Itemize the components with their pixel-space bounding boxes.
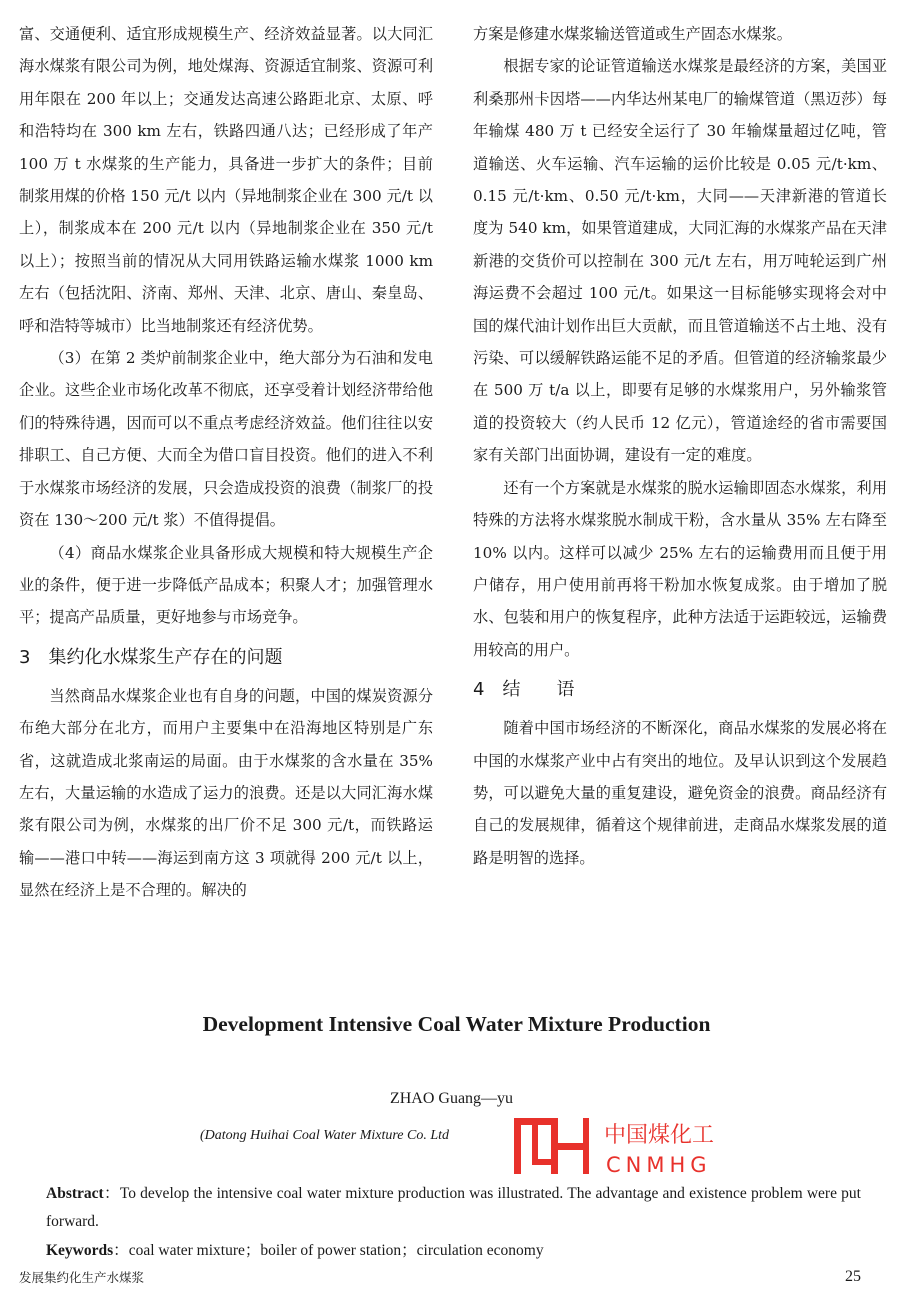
mh-mark-icon bbox=[514, 1118, 589, 1174]
abstract-label: Abstract bbox=[46, 1185, 104, 1202]
right-column bbox=[473, 18, 887, 874]
right-paragraph-3: 还有一个方案就是水煤浆的脱水运输即固态水煤浆，利用特殊的方法将水煤浆脱水制成干粉，含水量从 35% 左右降至 10% 以内。这样可以减少 25% 左右的运输费用而且便于用户储存，用户使用前再将干粉加水恢复成浆。由于增加了脱水、包装和用户的恢复程序，此种方法适于运距较远，运输费用较高的用户。 bbox=[473, 478, 887, 659]
section-3-heading: 3 集约化水煤浆生产存在的问题 bbox=[19, 646, 283, 668]
abstract bbox=[46, 1180, 861, 1236]
keywords-label: Keywords bbox=[46, 1242, 114, 1259]
cnmhg-watermark-logo bbox=[514, 1116, 724, 1178]
right-paragraph-4: 随着中国市场经济的不断深化，商品水煤浆的发展必将在中国的水煤浆产业中占有突出的地位。及早认识到这个发展趋势，可以避免大量的重复建设，避免资金的浪费。商品经济有自己的发展规律，循着这个规律前进，走商品水煤浆发展的道路是明智的选择。 bbox=[473, 719, 887, 867]
right-paragraph-1: 方案是修建水煤浆输送管道或生产固态水煤浆。 bbox=[473, 25, 792, 43]
left-column bbox=[19, 18, 433, 907]
page-number: 25 bbox=[845, 1268, 861, 1285]
keywords-text: coal water mixture；boiler of power station；circulation economy bbox=[128, 1242, 544, 1259]
abstract-text: To develop the intensive coal water mixture production was illustrated. The advantage and existence problem were put forward. bbox=[46, 1185, 861, 1230]
keywords bbox=[46, 1237, 861, 1265]
author-name: ZHAO Guang—yu bbox=[389, 1090, 514, 1107]
english-title: Development Intensive Coal Water Mixture Production bbox=[202, 1012, 711, 1036]
abstract-separator: ： bbox=[103, 1185, 120, 1202]
right-paragraph-2: 根据专家的论证管道输送水煤浆是最经济的方案，美国亚利桑那州卡因塔——内华达州某电厂的输煤管道（黑迈莎）每年输煤 480 万 t 已经安全运行了 30 年输煤量超过亿吨，管道输送、火车运输、汽车运输的运价比较是 0.05 元/t·km、0.15 元/t·km、0.50 元/t·km，大同——天津新港的管道长度为 540 km，如果管道建成，大同汇海的水煤浆产品在天津新港的交货价可以控制在 300 元/t 左右，用万吨轮运到广州海运费不会超过 100 元/t。如果这一目标能够实现将会对中国的煤代油计划作出巨大贡献，而且管道输送不占土地、没有污染、可以缓解铁路运能不足的矛盾。但管道的经济输浆最少在 500 万 t/a 以上，即要有足够的水煤浆用户，另外输浆管道的投资较大（约人民币 12 亿元），管道途经的省市需要国家有关部门出面协调，建设有一定的难度。 bbox=[473, 57, 887, 465]
affiliation: (Datong Huihai Coal Water Mixture Co. Ltd bbox=[200, 1128, 450, 1143]
left-paragraph-2: （3）在第 2 类炉前制浆企业中，绝大部分为石油和发电企业。这些企业市场化改革不彻底，还享受着计划经济带给他们的特殊待遇，因而可以不重点考虑经济效益。他们往往以安排职工、自己方便、大而全为借口盲目投资。他们的进入不利于水煤浆市场经济的发展，只会造成投资的浪费（制浆厂的投资在 130～200 元/t 浆）不值得提倡。 bbox=[19, 349, 433, 530]
running-title: 发展集约化生产水煤浆 bbox=[19, 1270, 145, 1285]
left-paragraph-3: （4）商品水煤浆企业具备形成大规模和特大规模生产企业的条件，便于进一步降低产品成本；积聚人才；加强管理水平；提高产品质量，更好地参与市场竞争。 bbox=[19, 543, 433, 627]
left-paragraph-1: 富、交通便利、适宜形成规模生产、经济效益显著。以大同汇海水煤浆有限公司为例，地处煤海、资源适宜制浆、资源可利用年限在 200 年以上；交通发达高速公路距北京、太原、呼和浩特均在 300 km 左右，铁路四通八达；已经形成了年产 100 万 t 水煤浆的生产能力，具备进一步扩大的条件；目前制浆用煤的价格 150 元/t 以内（异地制浆企业在 300 元/t 以上），制浆成本在 200 元/t 以内（异地制浆企业在 350 元/t 以上）；按照当前的情况从大同用铁路运输水煤浆 1000 km 左右（包括沈阳、济南、郑州、天津、北京、唐山、秦皇岛、呼和浩特等城市）比当地制浆还有经济优势。 bbox=[19, 25, 433, 335]
section-4-heading: 4 结 语 bbox=[473, 679, 575, 701]
logo-en-text: CNMHG bbox=[606, 1153, 712, 1177]
logo-cn-text: 中国煤化工 bbox=[604, 1123, 715, 1148]
keywords-separator: ： bbox=[113, 1242, 129, 1259]
left-paragraph-4: 当然商品水煤浆企业也有自身的问题，中国的煤炭资源分布绝大部分在北方，而用户主要集中在沿海地区特别是广东省，这就造成北浆南运的局面。由于水煤浆的含水量在 35% 左右，大量运输的水造成了运力的浪费。还是以大同汇海水煤浆有限公司为例，水煤浆的出厂价不足 300 元/t，而铁路运输——港口中转——海运到南方这 3 项就得 200 元/t 以上，显然在经济上是不合理的。解决的 bbox=[19, 686, 433, 900]
